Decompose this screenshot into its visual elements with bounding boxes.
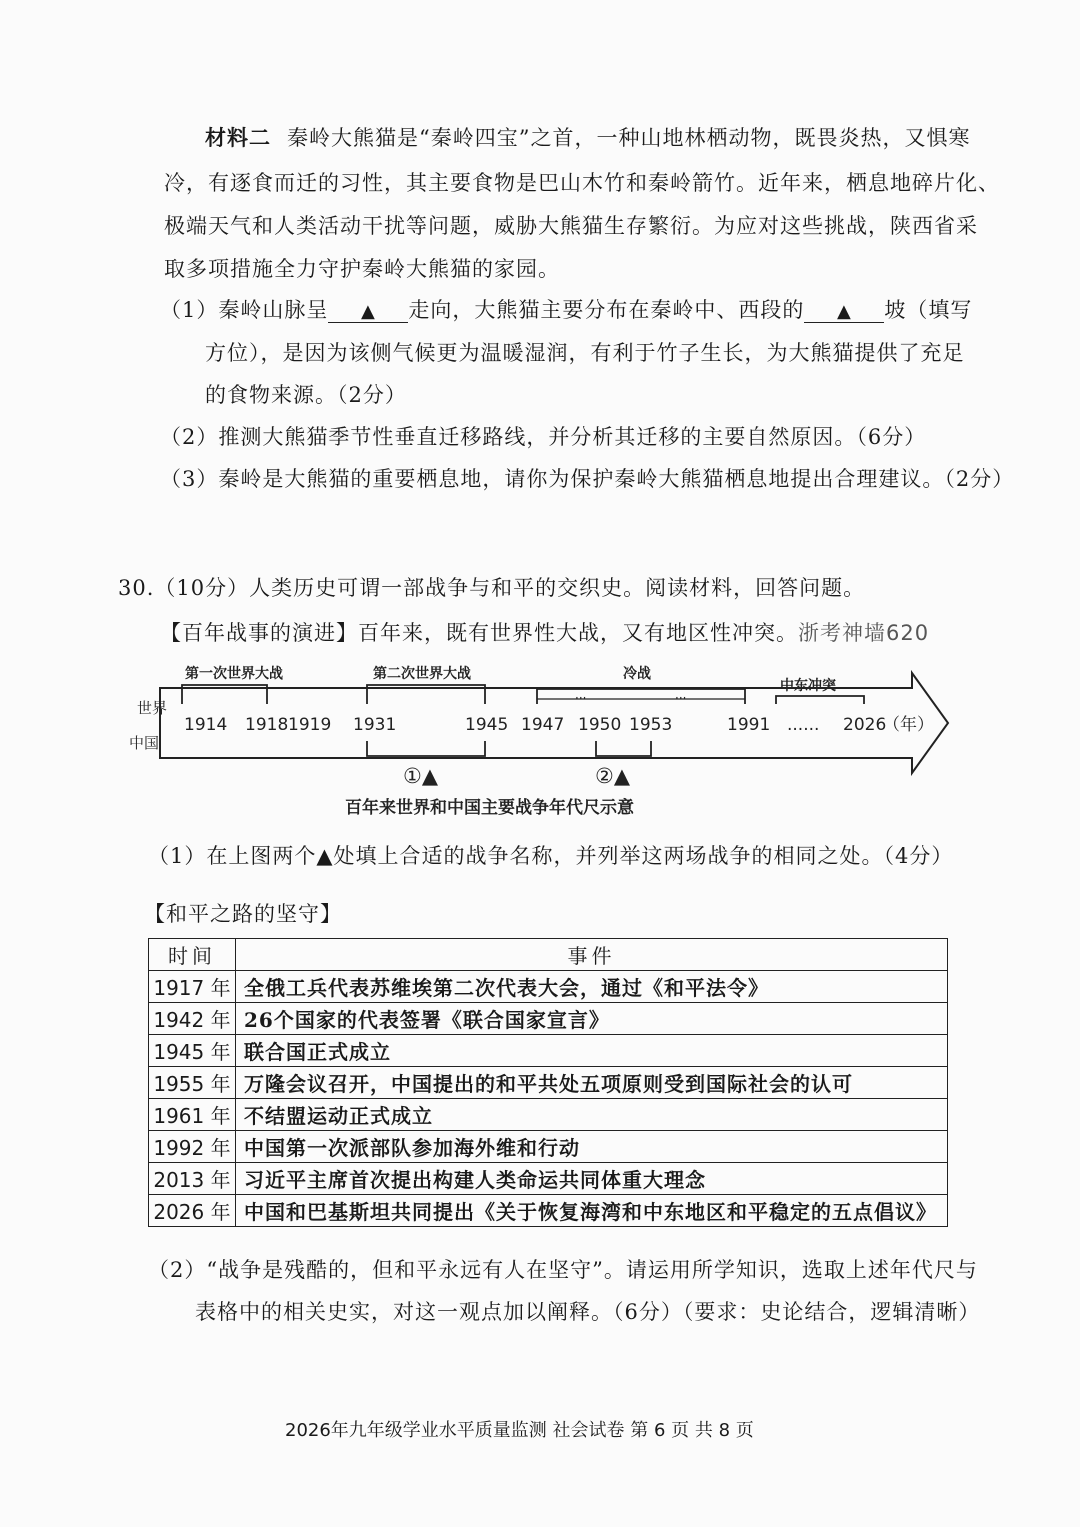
event-text: 中国第一次派部队参加海外维和行动 [236, 1131, 948, 1163]
q29-1-line-1 [160, 294, 972, 324]
table-row [149, 1163, 948, 1195]
war-label-ww1: 第一次世界大战 [185, 666, 283, 682]
war-label-ww2: 第二次世界大战 [373, 666, 471, 682]
event-text: 习近平主席首次提出构建人类命运共同体重大理念 [236, 1163, 948, 1195]
section1-text: 百年来，既有世界性大战，又有地区性冲突。 [358, 621, 798, 645]
header-time: 时间 [149, 939, 236, 971]
table-row [149, 1099, 948, 1131]
material2-line-1 [205, 122, 970, 152]
event-year: 1942 年 [149, 1003, 236, 1035]
year-1953: 1953 [629, 715, 673, 735]
year-unit: （年） [883, 715, 934, 735]
material2-line-4: 取多项措施全力守护秦岭大熊猫的家园。 [164, 257, 560, 281]
table-header-row [149, 939, 948, 971]
peace-events-table [148, 938, 948, 1227]
event-year: 1917 年 [149, 971, 236, 1003]
event-text: 全俄工兵代表苏维埃第二次代表大会，通过《和平法令》 [236, 971, 948, 1003]
watermark: 浙考神墙620 [798, 621, 930, 645]
year-1945: 1945 [465, 715, 509, 735]
q30-intro: 30.（10分）人类历史可谓一部战争与和平的交织史。阅读材料，回答问题。 [118, 576, 866, 600]
material2-text-1: 秦岭大熊猫是“秦岭四宝”之首，一种山地林栖动物，既畏炎热，又惧寒 [287, 126, 971, 150]
q29-2: （2）推测大熊猫季节性垂直迁移路线，并分析其迁移的主要自然原因。（6分） [160, 425, 927, 449]
q29-1-line-2: 方位），是因为该侧气候更为温暖湿润，有利于竹子生长，为大熊猫提供了充足 [205, 341, 965, 365]
table-row [149, 1003, 948, 1035]
table-row [149, 1067, 948, 1099]
year-1947: 1947 [521, 715, 565, 735]
year-1918: 1918 [245, 715, 289, 735]
q29-1-prefix: （1）秦岭山脉呈 [160, 298, 329, 322]
event-text: 联合国正式成立 [236, 1035, 948, 1067]
event-year: 1955 年 [149, 1067, 236, 1099]
event-year: 1945 年 [149, 1035, 236, 1067]
year-1931: 1931 [353, 715, 397, 735]
year-1950: 1950 [578, 715, 622, 735]
q29-1-mid: 走向，大熊猫主要分布在秦岭中、西段的 [408, 298, 805, 322]
q30-1: （1）在上图两个▲处填上合适的战争名称，并列举这两场战争的相同之处。（4分） [148, 844, 954, 868]
bracket-china-1 [367, 741, 485, 756]
timeline-caption: 百年来世界和中国主要战争年代尺示意 [345, 798, 634, 818]
event-year: 2026 年 [149, 1195, 236, 1227]
event-year: 2013 年 [149, 1163, 236, 1195]
event-text: 中国和巴基斯坦共同提出《关于恢复海湾和中东地区和平稳定的五点倡议》 [236, 1195, 948, 1227]
event-year: 1961 年 [149, 1099, 236, 1131]
event-text: 26个国家的代表签署《联合国家宣言》 [236, 1003, 948, 1035]
header-event: 事件 [236, 939, 948, 971]
table-row [149, 1131, 948, 1163]
table-row [149, 971, 948, 1003]
section1-title: 【百年战事的演进】 [160, 621, 358, 645]
year-1919: 1919 [288, 715, 332, 735]
row-label-china: 中国 [129, 734, 160, 752]
q30-section1 [160, 617, 929, 647]
q29-1-line-3: 的食物来源。（2分） [205, 383, 407, 407]
table-row [149, 1035, 948, 1067]
event-text: 不结盟运动正式成立 [236, 1099, 948, 1131]
year-1914: 1914 [184, 715, 228, 735]
year-1991: 1991 [727, 715, 771, 735]
year-ellipsis: ...... [787, 715, 820, 735]
event-year: 1992 年 [149, 1131, 236, 1163]
answer-blank-1[interactable]: ▲ [328, 301, 408, 323]
war-label-coldwar: 冷战 [623, 666, 651, 682]
coldwar-dots-2: ··· [675, 691, 687, 705]
row-label-world: 世界 [137, 699, 168, 717]
bracket-mideast [776, 696, 864, 704]
china-blank-2[interactable]: ②▲ [595, 764, 630, 788]
material2-line-3: 极端天气和人类活动干扰等问题，威胁大熊猫生存繁衍。为应对这些挑战，陕西省采 [164, 214, 978, 238]
event-text: 万隆会议召开，中国提出的和平共处五项原则受到国际社会的认可 [236, 1067, 948, 1099]
war-label-mideast: 中东冲突 [780, 678, 836, 694]
page-footer: 2026年九年级学业水平质量监测 社会试卷 第 6 页 共 8 页 [285, 1420, 754, 1441]
section2-title: 【和平之路的坚守】 [144, 902, 342, 926]
bracket-coldwar [537, 689, 745, 704]
answer-blank-2[interactable]: ▲ [804, 301, 884, 323]
coldwar-dots-1: ··· [575, 691, 587, 705]
q29-1-suffix: 坡（填写 [884, 298, 973, 322]
china-blank-1[interactable]: ①▲ [403, 764, 438, 788]
year-2026: 2026 [843, 715, 887, 735]
war-timeline [0, 655, 1080, 825]
material2-label: 材料二 [205, 125, 271, 150]
q29-3: （3）秦岭是大熊猫的重要栖息地，请你为保护秦岭大熊猫栖息地提出合理建议。（2分） [160, 467, 1015, 491]
q30-2-line-2: 表格中的相关史实，对这一观点加以阐释。（6分）（要求：史论结合，逻辑清晰） [195, 1300, 981, 1324]
q30-2-line-1: （2）“战争是残酷的，但和平永远有人在坚守”。请运用所学知识，选取上述年代尺与 [148, 1258, 978, 1282]
table-row [149, 1195, 948, 1227]
material2-line-2: 冷，有逐食而迁的习性，其主要食物是巴山木竹和秦岭箭竹。近年来，栖息地碎片化、 [164, 171, 1000, 195]
bracket-china-2 [596, 741, 651, 756]
